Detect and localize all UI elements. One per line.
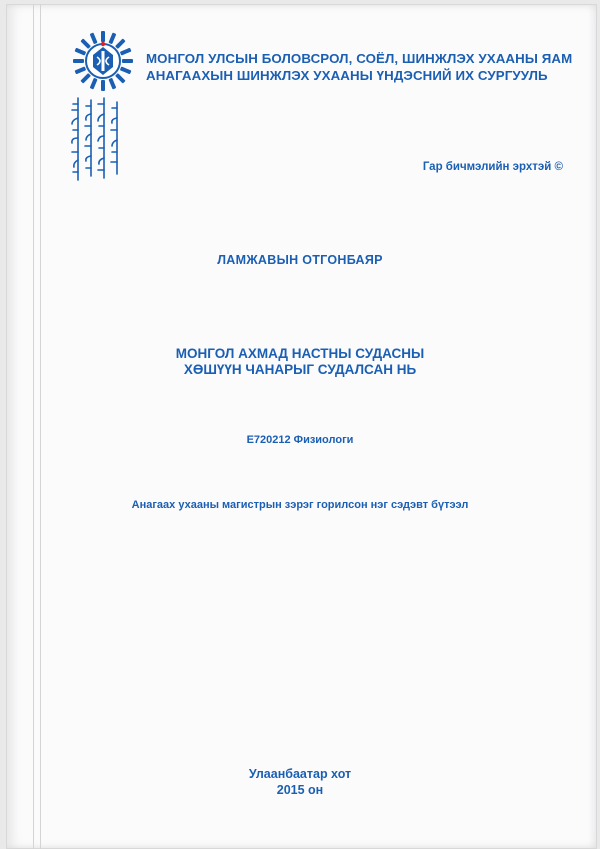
thesis-title bbox=[0, 346, 600, 378]
ministry-name: МОНГОЛ УЛСЫН БОЛОВСРОЛ, СОЁЛ, ШИНЖЛЭХ УХААНЫ ЯАМ bbox=[146, 51, 573, 66]
author-name: ЛАМЖАВЫН ОТГОНБАЯР bbox=[217, 253, 383, 267]
mongolian-script-icon bbox=[68, 94, 130, 186]
city: Улаанбаатар хот bbox=[248, 767, 352, 781]
university-name: АНАГААХЫН ШИНЖЛЭХ УХААНЫ ҮНДЭСНИЙ ИХ СУРГУУЛЬ bbox=[146, 68, 548, 83]
university-emblem-icon bbox=[72, 30, 134, 92]
copyright-notice: Гар бичмэлийн эрхтэй © bbox=[422, 161, 563, 173]
specialty-code: E720212 Физиологи bbox=[246, 434, 354, 446]
thesis-title-line-1: МОНГОЛ АХМАД НАСТНЫ СУДАСНЫ bbox=[175, 346, 425, 361]
degree-statement: Анагаах ухааны магистрын зэрэг горилсон нэг сэдэвт бүтээл bbox=[131, 499, 469, 511]
spine-line-left bbox=[33, 4, 34, 849]
header bbox=[146, 50, 586, 84]
place-and-year bbox=[0, 766, 600, 798]
spine-line-right bbox=[40, 4, 41, 849]
year: 2015 он bbox=[276, 783, 324, 797]
thesis-title-line-2: ХӨШҮҮН ЧАНАРЫГ СУДАЛСАН НЬ bbox=[183, 362, 417, 377]
